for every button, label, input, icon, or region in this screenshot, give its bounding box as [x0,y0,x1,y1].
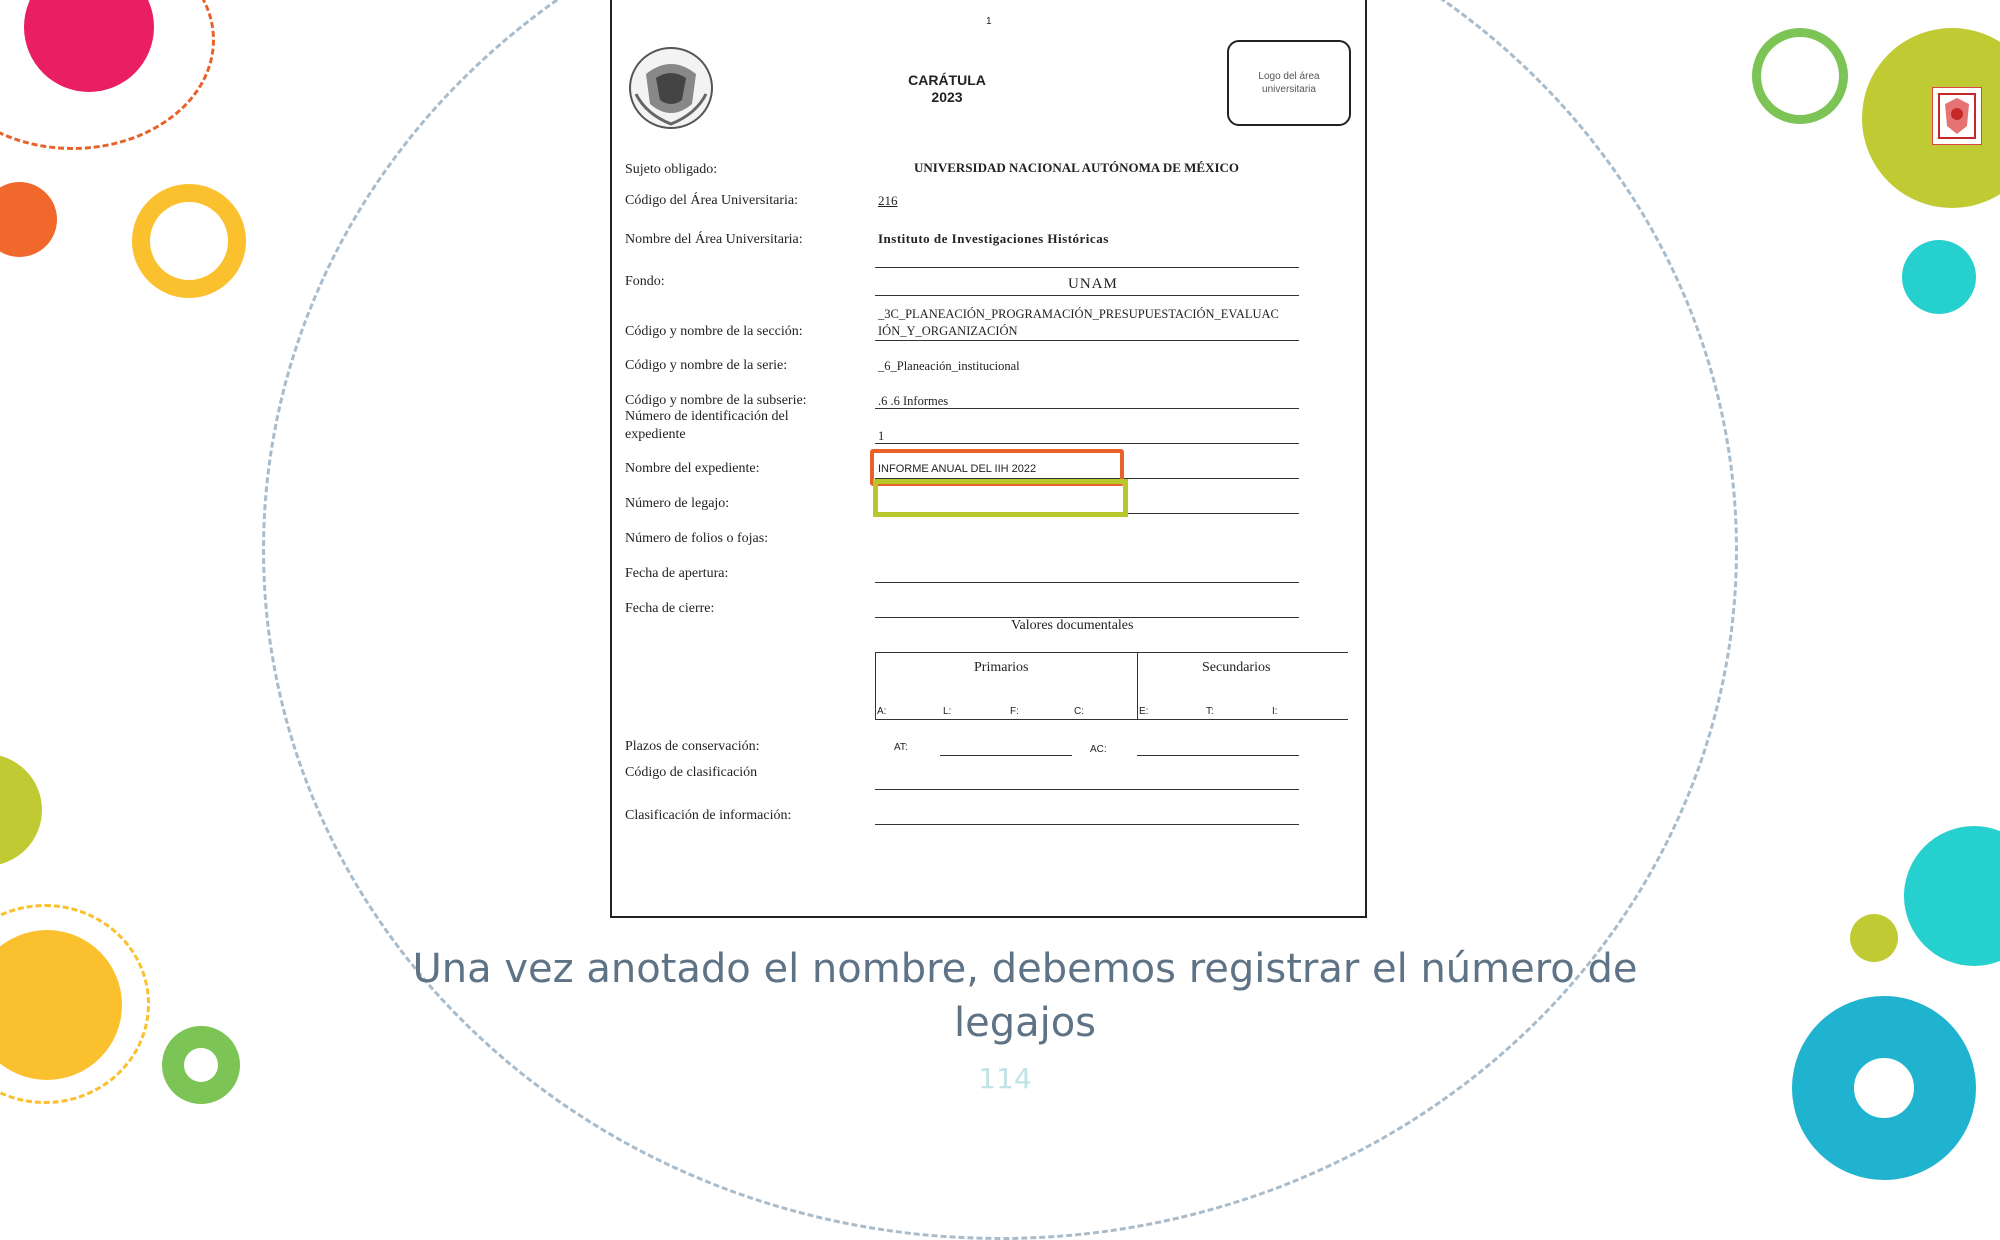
serie-value: _6_Planeación_institucional [878,359,1020,373]
nombre-area-line [875,267,1299,268]
subserie-line [875,408,1299,409]
primarios-header: Primarios [974,660,1029,675]
green-ring-decoration [162,1026,240,1104]
at-line [940,755,1072,756]
legajo-field-highlight[interactable] [873,479,1128,517]
logo-placeholder-box: Logo del área universitaria [1227,40,1351,126]
valores-divider [1137,652,1138,720]
codigo-area-value: 216 [878,193,898,208]
document-title [882,72,1012,106]
fondo-label: Fondo: [625,274,665,289]
slide-caption: Una vez anotado el nombre, debemos registrar el número de legajos [412,946,1638,1046]
seccion-value-line1: _3C_PLANEACIÓN_PROGRAMACIÓN_PRESUPUESTACIÓN_EVALUAC [878,307,1279,321]
unam-logo-badge [1932,87,1982,145]
prim-a: A: [877,706,887,717]
prim-l: L: [943,706,952,717]
yellow-ring-decoration [132,184,246,298]
orange-circle-decoration [0,182,57,257]
teal-circle-decoration [1902,240,1976,314]
document-year: 2023 [931,89,963,105]
sujeto-label: Sujeto obligado: [625,162,718,177]
at-label: AT: [894,742,908,753]
nombre-area-label: Nombre del Área Universitaria: [625,232,803,247]
num-id-value: 1 [878,429,885,443]
prim-c: C: [1074,706,1084,717]
nombre-expediente-label: Nombre del expediente: [625,461,760,476]
seccion-value-line2: IÓN_Y_ORGANIZACIÓN [878,324,1018,338]
apertura-label: Fecha de apertura: [625,566,729,581]
document-page-number: 1 [986,16,992,27]
clasificacion-info-line [875,824,1299,825]
sujeto-value: UNIVERSIDAD NACIONAL AUTÓNOMA DE MÉXICO [914,160,1240,175]
subserie-value: .6 .6 Informes [878,394,949,408]
subserie-label: Código y nombre de la subserie: [625,393,807,408]
sec-t: T: [1206,706,1214,717]
valores-title: Valores documentales [1011,618,1134,633]
slide-page-number: 114 [978,1062,1032,1095]
nombre-area-value: Instituto de Investigaciones Históricas [878,231,1109,246]
ac-line [1137,755,1299,756]
seccion-label: Código y nombre de la sección: [625,324,803,339]
teal-large-circle-decoration [1904,826,2000,966]
orange-dashed-ring-decoration [0,0,215,150]
apertura-line [875,582,1299,583]
green-ring-decoration-right [1752,28,1848,124]
codigo-area-label: Código del Área Universitaria: [625,193,799,208]
clasificacion-codigo-line [875,789,1299,790]
fondo-value: UNAM [1068,276,1118,292]
blue-ring-decoration [1792,996,1976,1180]
legajo-label: Número de legajo: [625,496,730,511]
lime-small-circle-decoration [1850,914,1898,962]
sec-i: I: [1272,706,1278,717]
num-id-line [875,443,1299,444]
sec-e: E: [1139,706,1149,717]
folios-label: Número de folios o fojas: [625,531,769,546]
num-id-label-line1: Número de identificación del [625,409,789,424]
clasificacion-codigo-label: Código de clasificación [625,765,758,780]
cierre-label: Fecha de cierre: [625,601,715,616]
plazos-label: Plazos de conservación: [625,739,760,754]
fondo-line [875,295,1299,296]
clasificacion-info-label: Clasificación de información: [625,808,792,823]
serie-label: Código y nombre de la serie: [625,358,788,373]
caratula-document [610,0,1367,918]
secundarios-header: Secundarios [1202,660,1271,675]
document-title-text: CARÁTULA [908,72,986,88]
lime-circle-decoration [0,754,42,866]
seccion-line [875,340,1299,341]
unam-seal-icon [626,44,716,132]
prim-f: F: [1010,706,1019,717]
ac-label: AC: [1090,744,1107,755]
nombre-expediente-value: INFORME ANUAL DEL IIH 2022 [878,463,1037,475]
num-id-label-line2: expediente [625,427,686,442]
